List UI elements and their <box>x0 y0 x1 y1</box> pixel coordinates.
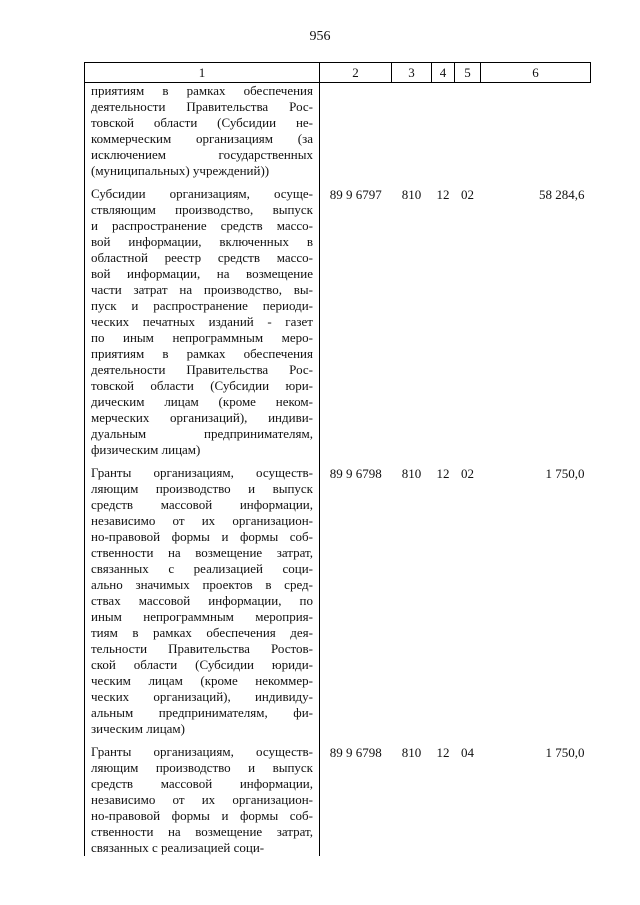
description-line: товской области (Субсидии юри- <box>91 378 313 393</box>
description-line: дуальным предпринимателям, <box>91 426 313 441</box>
description-line: деятельности Правительства Рос- <box>91 362 313 377</box>
table-header-row <box>85 63 591 83</box>
description-line: но-правовой формы и формы соб- <box>91 808 313 823</box>
row-section: 12 <box>436 187 450 202</box>
description-line: ственности на возмещение затрат, <box>91 824 313 839</box>
column-header-3: 3 <box>392 63 432 83</box>
description-line: ствляющим производство, выпуск <box>91 202 313 217</box>
description-line: приятиям в рамках обеспечения <box>91 346 313 361</box>
column-header-4: 4 <box>432 63 455 83</box>
page-number: 956 <box>309 29 331 44</box>
row-section: 12 <box>436 466 450 481</box>
row-section <box>432 83 455 180</box>
description-line: и распространение средств массо- <box>91 218 313 233</box>
row-spacer-cell <box>320 737 591 744</box>
column-header-2: 2 <box>320 63 392 83</box>
description-line: ляющим производство и выпуск <box>91 760 313 775</box>
row-spacer <box>85 179 591 186</box>
row-section: 12 <box>436 745 450 760</box>
row-amount: 58 284,6 <box>539 187 585 202</box>
description-line: приятиям в рамках обеспечения <box>91 83 313 98</box>
row-code: 89 9 6798 <box>329 466 382 481</box>
table-row <box>85 465 591 737</box>
description-line: ческих печатных изданий - газет <box>91 314 313 329</box>
table-row <box>85 744 591 856</box>
table-body <box>85 83 591 857</box>
description-line: ствах массовой информации, по <box>91 593 313 608</box>
budget-table <box>84 62 591 856</box>
row-subsection <box>455 83 481 180</box>
row-spacer-cell <box>320 179 591 186</box>
description-line: ческих организаций), индивиду- <box>91 689 313 704</box>
row-expense-type: 810 <box>401 187 422 202</box>
description-line: независимо от их организацион- <box>91 513 313 528</box>
column-header-6: 6 <box>481 63 591 83</box>
row-subsection: 02 <box>461 187 474 202</box>
description-line: ской области (Субсидии юриди- <box>91 657 313 672</box>
description-line: Гранты организациям, осуществ- <box>91 744 313 759</box>
row-subsection: 04 <box>461 745 474 760</box>
row-spacer-cell <box>85 179 320 186</box>
table-row <box>85 83 591 180</box>
description-line: физическим лицам) <box>91 442 201 457</box>
description-line: (муниципальных) учреждений)) <box>91 163 270 178</box>
column-header-5: 5 <box>455 63 481 83</box>
row-expense-type: 810 <box>401 466 422 481</box>
description-line: но-правовой формы и формы соб- <box>91 529 313 544</box>
description-line: Субсидии организациям, осуще- <box>91 186 313 201</box>
description-line: мерческих организаций), индиви- <box>91 410 313 425</box>
description-line: ческим лицам (кроме некоммер- <box>91 673 313 688</box>
description-line: независимо от их организацион- <box>91 792 313 807</box>
row-description <box>85 465 320 737</box>
description-line: областной реестр средств массо- <box>91 250 313 265</box>
row-spacer-cell <box>85 737 320 744</box>
description-line: Гранты организациям, осуществ- <box>91 465 313 480</box>
description-line: товской области (Субсидии не- <box>91 115 313 130</box>
description-line: вой информации, включенных в <box>91 234 313 249</box>
description-line: ально значимых проектов в сред- <box>91 577 313 592</box>
description-line: связанных с реализацией соци- <box>91 561 313 576</box>
row-description <box>85 744 320 856</box>
description-line: ственности на возмещение затрат, <box>91 545 313 560</box>
description-line: дическим лицам (кроме неком- <box>91 394 313 409</box>
column-header-1: 1 <box>85 63 320 83</box>
row-spacer-cell <box>320 458 591 465</box>
description-line: зическим лицам) <box>91 721 185 736</box>
description-line: тельности Правительства Ростов- <box>91 641 313 656</box>
description-line: тиям в рамках обеспечения дея- <box>91 625 313 640</box>
row-code: 89 9 6798 <box>329 745 382 760</box>
row-description <box>85 83 320 180</box>
row-expense-type <box>392 83 432 180</box>
row-spacer <box>85 737 591 744</box>
row-amount <box>481 83 591 180</box>
description-line: исключением государственных <box>91 147 313 162</box>
row-spacer-cell <box>85 458 320 465</box>
description-line: по иным непрограммным меро- <box>91 330 313 345</box>
description-line: альным предпринимателям, фи- <box>91 705 313 720</box>
description-line: связанных с реализацией соци- <box>91 840 265 855</box>
row-expense-type: 810 <box>401 745 422 760</box>
table-row <box>85 186 591 458</box>
description-line: иным непрограммным мероприя- <box>91 609 313 624</box>
description-line: ляющим производство и выпуск <box>91 481 313 496</box>
row-spacer <box>85 458 591 465</box>
row-amount: 1 750,0 <box>545 745 585 760</box>
description-line: пуск и распространение периоди- <box>91 298 313 313</box>
description-line: средств массовой информации, <box>91 497 313 512</box>
row-code <box>320 83 392 180</box>
row-amount: 1 750,0 <box>545 466 585 481</box>
row-subsection: 02 <box>461 466 474 481</box>
description-line: деятельности Правительства Рос- <box>91 99 313 114</box>
description-line: части затрат на производство, вы- <box>91 282 313 297</box>
description-line: коммерческим организациям (за <box>91 131 313 146</box>
description-line: средств массовой информации, <box>91 776 313 791</box>
row-code: 89 9 6797 <box>329 187 382 202</box>
description-line: вой информации, на возмещение <box>91 266 313 281</box>
row-description <box>85 186 320 458</box>
